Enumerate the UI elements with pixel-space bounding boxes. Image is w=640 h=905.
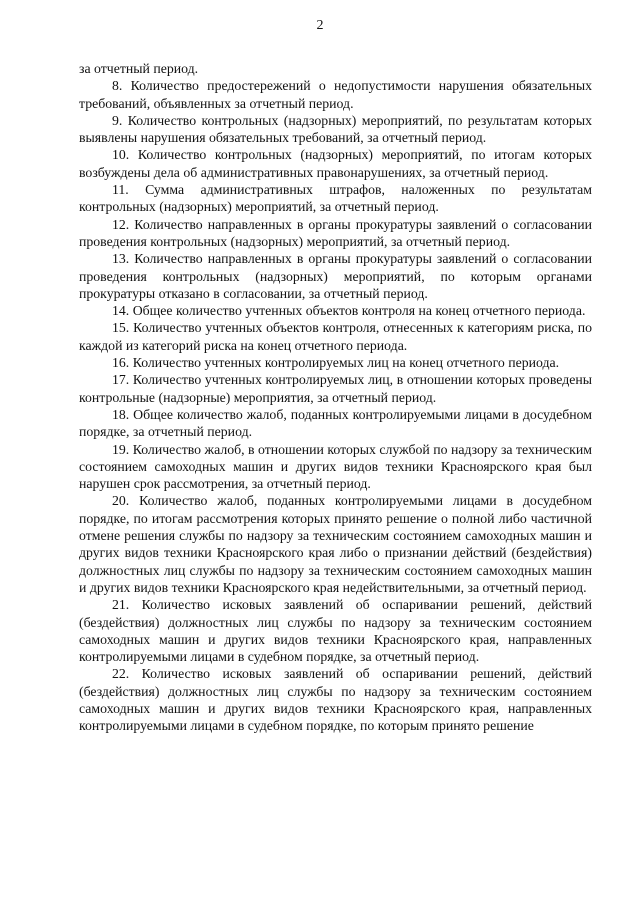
paragraph-item-22: 22. Количество исковых заявлений об оспаривании решений, действий (бездействия) должностных лиц службы по надзору за техническим состоянием самоходных машин и других видов техники Красноярского края, направленных контролируемыми лицами в судебном порядке, по которым принято решение bbox=[79, 666, 592, 734]
paragraph-item-19: 19. Количество жалоб, в отношении которых службой по надзору за техническим состоянием самоходных машин и других видов техники Красноярского края был нарушен срок рассмотрения, за отчетный период. bbox=[79, 441, 592, 492]
document-body bbox=[79, 60, 592, 735]
paragraph-item-16: 16. Количество учтенных контролируемых лиц на конец отчетного периода. bbox=[112, 355, 560, 371]
paragraph-item-11: 11. Сумма административных штрафов, наложенных по результатам контрольных (надзорных) мероприятий, за отчетный период. bbox=[79, 182, 592, 215]
paragraph-item-20: 20. Количество жалоб, поданных контролируемыми лицами в досудебном порядке, по итогам рассмотрения которых принято решение о полной либо частичной отмене решения службы по надзору за техническим состоянием самоходных машин и других видов техники Красноярского края либо о признании действий (бездействия) должностных лиц службы по надзору за техническим состоянием самоходных машин и других видов техники Красноярского края недействительными, за отчетный период. bbox=[79, 493, 592, 595]
paragraph-item-14: 14. Общее количество учтенных объектов контроля на конец отчетного периода. bbox=[112, 303, 586, 319]
paragraph-item-13: 13. Количество направленных в органы прокуратуры заявлений о согласовании проведения контрольных (надзорных) мероприятий, по которым органами прокуратуры отказано в согласовании, за отчетный период. bbox=[79, 251, 592, 301]
paragraph-item-15: 15. Количество учтенных объектов контроля, отнесенных к категориям риска, по каждой из категорий риска на конец отчетного периода. bbox=[79, 320, 592, 353]
paragraph-item-21: 21. Количество исковых заявлений об оспаривании решений, действий (бездействия) должностных лиц службы по надзору за техническим состоянием самоходных машин и других видов техники Красноярского края, направленных контролируемыми лицами в судебном порядке, за отчетный период. bbox=[79, 597, 592, 665]
paragraph-item-18: 18. Общее количество жалоб, поданных контролируемыми лицами в досудебном порядке, за отчетный период. bbox=[79, 406, 592, 440]
page-number: 2 bbox=[316, 18, 324, 33]
paragraph-item-9: 9. Количество контрольных (надзорных) мероприятий, по результатам которых выявлены нарушения обязательных требований, за отчетный период. bbox=[79, 112, 592, 146]
paragraph-item-8: 8. Количество предостережений о недопустимости нарушения обязательных требований, объявленных за отчетный период. bbox=[79, 78, 592, 111]
paragraph-item-10: 10. Количество контрольных (надзорных) мероприятий, по итогам которых возбуждены дела об административных правонарушениях, за отчетный период. bbox=[79, 147, 592, 180]
paragraph-item-12: 12. Количество направленных в органы прокуратуры заявлений о согласовании проведения контрольных (надзорных) мероприятий, за отчетный период. bbox=[79, 216, 592, 249]
paragraph-continuation: за отчетный период. bbox=[79, 61, 199, 76]
paragraph-item-17: 17. Количество учтенных контролируемых лиц, в отношении которых проведены контрольные (надзорные) мероприятия, за отчетный период. bbox=[79, 372, 592, 405]
